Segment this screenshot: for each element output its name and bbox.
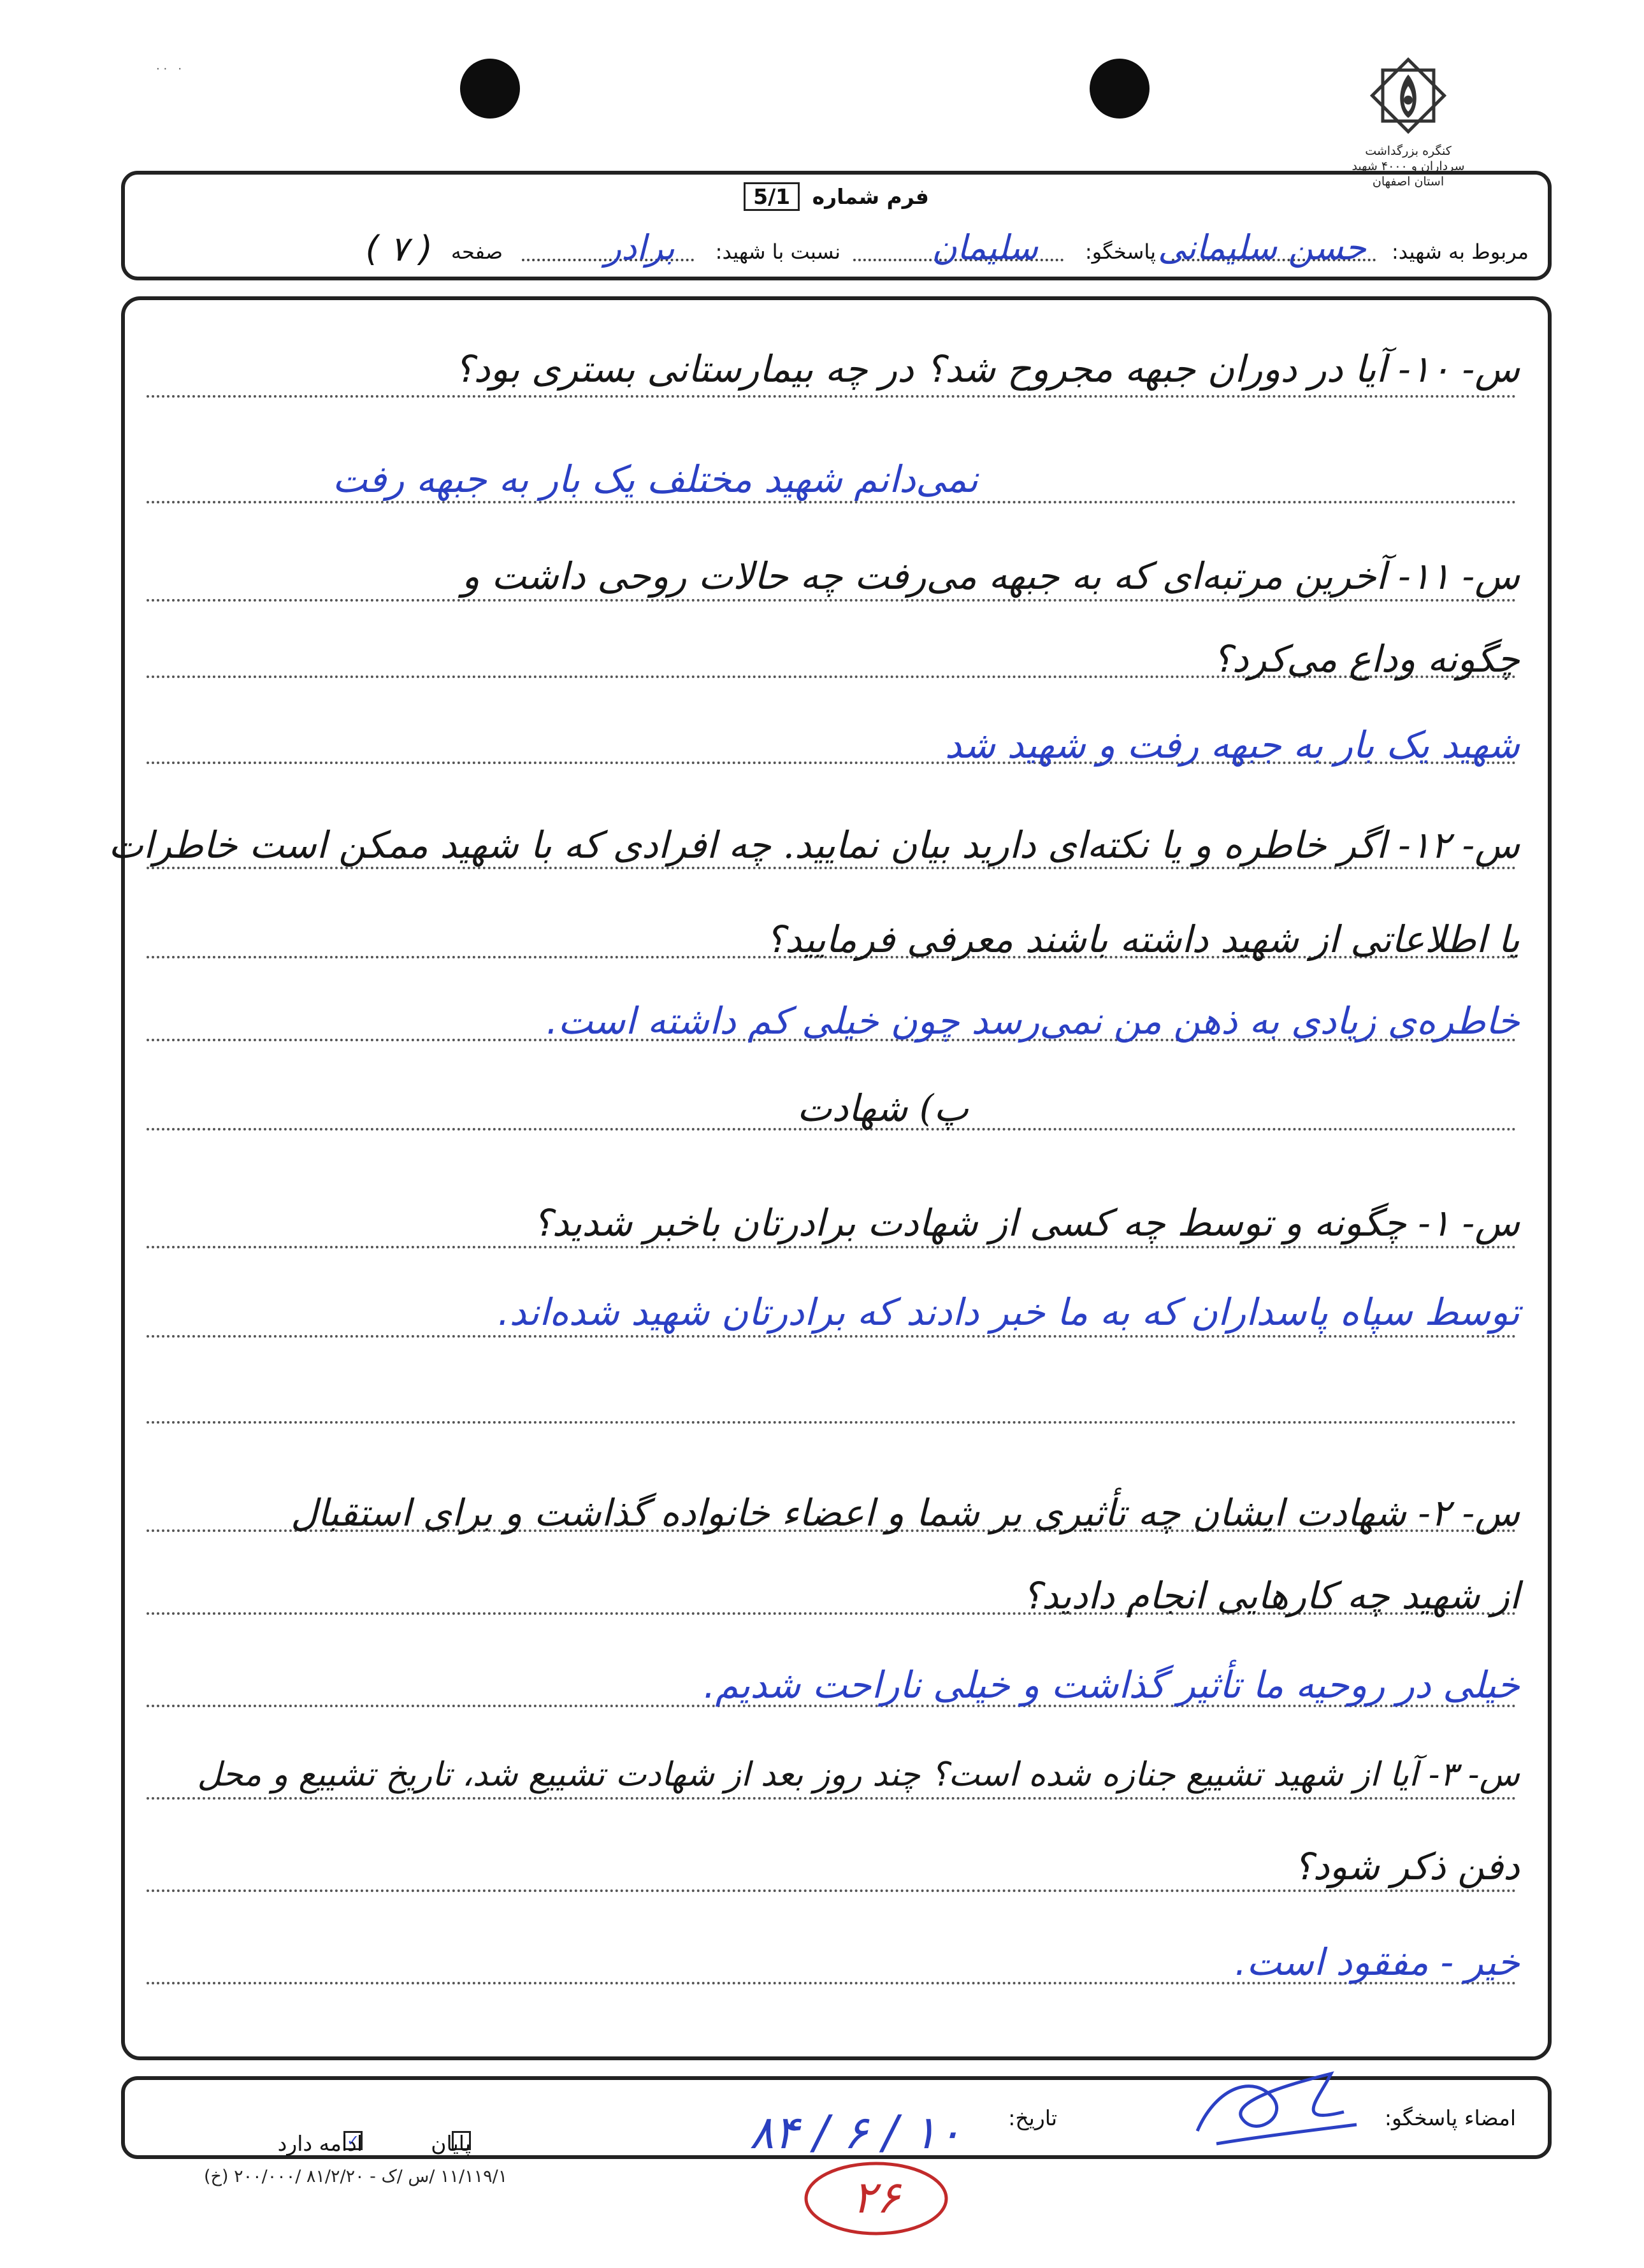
punch-hole-left — [460, 59, 520, 119]
continue-label: ادامه دارد — [277, 2131, 363, 2156]
related-label: مربوط به شهید: — [1391, 240, 1529, 264]
paper-specks: · · · — [156, 62, 182, 76]
signature-label: امضاء پاسخگو: — [1384, 2105, 1516, 2130]
form-header — [121, 171, 1552, 280]
answer-11: شهید یک بار به جبهه رفت و شهید شد — [944, 723, 1520, 767]
writing-rule — [147, 395, 1517, 398]
form-label: فرم شماره — [812, 184, 929, 209]
organization-logo — [1345, 48, 1472, 189]
writing-rule — [147, 501, 1517, 503]
question-p2-continued: از شهید چه کارهایی انجام دادید؟ — [1022, 1574, 1520, 1617]
answer-p1: توسط سپاه پاسداران که به ما خبر دادند که برادرتان شهید شده‌اند. — [498, 1290, 1520, 1334]
question-p1: س- ۱- چگونه و توسط چه کسی از شهادت برادرتان باخبر شدید؟ — [532, 1201, 1520, 1245]
writing-rule — [147, 867, 1517, 869]
section-martyrdom-heading: پ) شهادت — [797, 1087, 969, 1130]
writing-rule — [147, 1797, 1517, 1800]
form-title — [125, 182, 1548, 211]
writing-rule — [147, 1421, 1517, 1424]
question-p2: س- ۲- شهادت ایشان چه تأثیری بر شما و اعضاء خانواده گذاشت و برای استقبال — [291, 1491, 1520, 1535]
writing-rule — [147, 1335, 1517, 1338]
answer-12: خاطره‌ی زیادی به ذهن من نمی‌رسد چون خیلی کم داشته است. — [546, 999, 1520, 1043]
answer-p2: خیلی در روحیه ما تأثیر گذاشت و خیلی ناراحت شدیم. — [703, 1663, 1520, 1707]
relation-value: برادر — [605, 228, 675, 268]
answer-10: نمی‌دانم شهید مختلف یک بار به جبهه رفت — [332, 458, 978, 501]
end-label: پایان — [431, 2131, 471, 2156]
respondent-value: سلیمان — [932, 228, 1038, 268]
question-12-continued: یا اطلاعاتی از شهید داشته باشند معرفی فرمایید؟ — [765, 918, 1520, 961]
header-fields — [144, 226, 1529, 270]
question-11: س- ۱۱- آخرین مرتبه‌ای که به جبهه می‌رفت چه حالات روحی داشت و — [461, 554, 1520, 598]
print-code: ۱۱/۱۱۹/۱ /س /ک - ۸۱/۲/۲۰ /۲۰۰/۰۰۰ (خ) — [204, 2167, 508, 2186]
page-number-stamp — [800, 2157, 953, 2240]
question-p3-continued: دفن ذکر شود؟ — [1293, 1845, 1520, 1888]
page-number: ۲۶ — [852, 2171, 900, 2223]
question-11-continued: چگونه وداع می‌کرد؟ — [1212, 637, 1520, 681]
punch-hole-right — [1090, 59, 1150, 119]
writing-rule — [147, 1889, 1517, 1892]
writing-rule — [147, 599, 1517, 602]
page-value: ( ۷ ) — [365, 229, 433, 269]
question-12: س- ۱۲- اگر خاطره و یا نکته‌ای دارید بیان نمایید. چه افرادی که با شهید ممکن است خاطرات — [108, 823, 1520, 867]
question-p3: س- ۳- آیا از شهید تشییع جنازه شده است؟ چند روز بعد از شهادت تشییع شد، تاریخ تشییع و محل — [197, 1756, 1520, 1794]
page-label: صفحه — [451, 240, 503, 264]
question-10: س- ۱۰- آیا در دوران جبهه مجروح شد؟ در چه بیمارستانی بستری بود؟ — [454, 347, 1520, 391]
date-value: ۸۴ / ۶ / ۱۰ — [749, 2105, 962, 2159]
related-value: حسن سلیمانی — [1158, 228, 1366, 268]
organization-name: کنگره بزرگداشت سرداران و ۴۰۰۰ شهید استان اصفهان — [1352, 144, 1465, 189]
respondent-label: پاسخگو: — [1085, 240, 1156, 264]
emblem-icon — [1360, 48, 1456, 143]
answer-p3: خیر - مفقود است. — [1234, 1940, 1520, 1984]
date-label: تاریخ: — [1008, 2105, 1057, 2130]
writing-rule — [147, 1246, 1517, 1248]
signature-scribble — [1178, 2061, 1369, 2156]
form-footer — [121, 2076, 1552, 2159]
relation-label: نسبت با شهید: — [715, 240, 840, 264]
form-number: 5/1 — [744, 182, 800, 211]
